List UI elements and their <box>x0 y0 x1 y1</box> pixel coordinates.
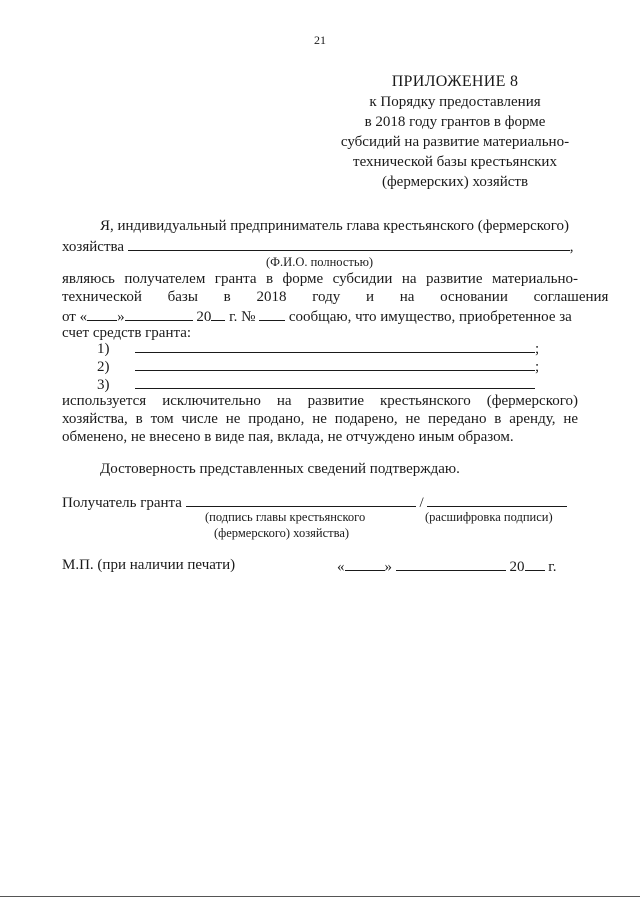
month-field[interactable] <box>125 307 193 321</box>
year-suffix: г. <box>548 559 557 575</box>
appendix-line: технической базы крестьянских <box>353 154 557 170</box>
list-item <box>97 357 539 376</box>
signature-label: Получатель гранта <box>62 495 182 511</box>
item-number: 2) <box>97 359 110 375</box>
day-field[interactable] <box>87 307 117 321</box>
appendix-line: в 2018 году грантов в форме <box>364 114 546 130</box>
agreement-row <box>62 307 572 326</box>
comma: , <box>569 239 574 255</box>
confirmation-text: Достоверность представленных сведений подтверждаю. <box>100 461 460 477</box>
property-field[interactable] <box>135 357 535 371</box>
list-item <box>97 375 535 394</box>
declaration-line: являюсь получателем гранта в форме субсидии на развитие материально- <box>62 271 578 287</box>
item-end: ; <box>535 359 540 375</box>
declaration-line: используется исключительно на развитие крестьянского (фермерского) <box>62 393 578 409</box>
appendix-header <box>320 72 590 192</box>
property-field[interactable] <box>135 375 535 389</box>
property-field[interactable] <box>135 339 535 353</box>
item-number: 3) <box>97 377 110 393</box>
number-label: г. № <box>229 309 256 325</box>
year-prefix: 20 <box>196 309 212 325</box>
signature-hint: (фермерского) хозяйства) <box>214 526 350 540</box>
appendix-title: ПРИЛОЖЕНИЕ 8 <box>391 73 519 90</box>
fio-hint: (Ф.И.О. полностью) <box>266 255 374 269</box>
appendix-line: субсидий на развитие материально- <box>340 134 570 150</box>
page-number: 21 <box>314 33 326 47</box>
appendix-line: к Порядку предоставления <box>369 94 541 110</box>
appendix-line: (фермерских) хозяйств <box>381 174 529 190</box>
stamp-label: М.П. (при наличии печати) <box>62 557 236 573</box>
date-day-field[interactable] <box>345 557 385 571</box>
decode-hint: (расшифровка подписи) <box>425 510 553 524</box>
farm-label: хозяйства <box>62 239 125 255</box>
quote-close: » <box>384 559 392 575</box>
agreement-number-field[interactable] <box>259 307 285 321</box>
year-field[interactable] <box>211 307 225 321</box>
quote-close: » <box>117 309 125 325</box>
date-month-field[interactable] <box>396 557 506 571</box>
declaration-line: обменено, не внесено в виде пая, вклада, не отчуждено иным образом. <box>62 429 514 445</box>
declaration-line: технической базы в 2018 году и на основании соглашения <box>62 289 609 305</box>
date-year-field[interactable] <box>525 557 545 571</box>
declaration-line: Я, индивидуальный предприниматель глава крестьянского (фермерского) <box>100 218 570 234</box>
year-prefix: 20 <box>509 559 525 575</box>
fio-field[interactable] <box>128 237 570 251</box>
signature-slash: / <box>419 495 424 511</box>
item-number: 1) <box>97 341 110 357</box>
signature-hint: (подпись главы крестьянского <box>205 510 366 524</box>
list-item <box>97 339 539 358</box>
declaration-tail: сообщаю, что имущество, приобретенное за <box>288 309 572 325</box>
declaration-line: хозяйства, в том числе не продано, не подарено, не передано в аренду, не <box>62 411 578 427</box>
declaration-line: счет средств гранта: <box>62 325 192 341</box>
from-label: от « <box>62 309 88 325</box>
page-bottom-edge <box>0 896 640 897</box>
quote-open: « <box>337 559 345 575</box>
date-row <box>337 557 556 576</box>
farm-name-row <box>62 237 574 256</box>
item-end: ; <box>535 341 540 357</box>
signature-field[interactable] <box>186 493 416 507</box>
signature-decode-field[interactable] <box>427 493 567 507</box>
